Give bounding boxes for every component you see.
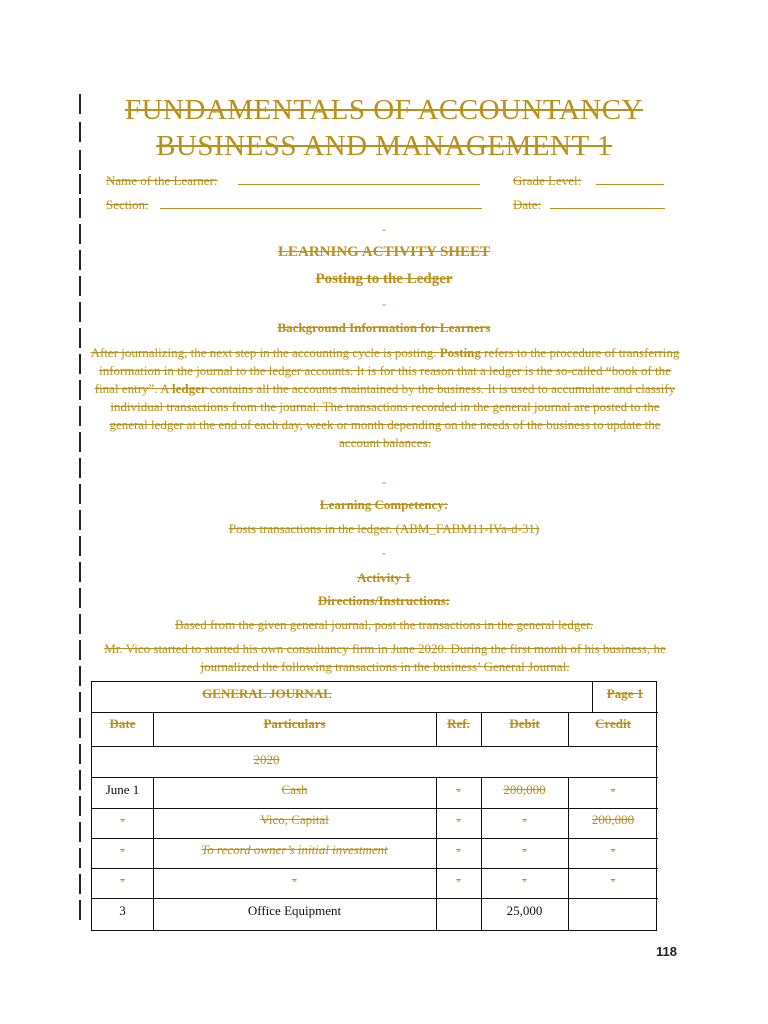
row2-date: -: [120, 812, 125, 827]
header-ref: Ref.: [447, 716, 470, 731]
grade-line[interactable]: [596, 184, 664, 185]
row1-particulars: Cash: [281, 782, 308, 797]
topic-title: Posting to the Ledger: [315, 271, 453, 287]
name-field: [106, 173, 218, 189]
header-credit: Credit: [595, 716, 631, 731]
grade-label: Grade Level:: [513, 173, 582, 188]
spacer-dash: -: [381, 545, 387, 560]
row5-debit: 25,000: [506, 903, 543, 918]
row4-particulars: -: [292, 872, 297, 887]
row2-credit: 200,000: [591, 812, 635, 827]
spacer-dash: -: [381, 474, 387, 489]
row5-particulars: Office Equipment: [247, 903, 342, 918]
document-title-line1: FUNDAMENTALS OF ACCOUNTANCY: [124, 94, 643, 126]
grade-field: [513, 173, 581, 189]
directions-text: Based from the given general journal, post the transactions in the general ledger.: [174, 617, 594, 632]
row3-debit: -: [522, 842, 527, 857]
competency-text: Posts transactions in the ledger. (ABM_FABM11-IVa-d-31): [228, 521, 540, 536]
section-label: Section:: [106, 197, 149, 212]
row2-particulars: Vico, Capital: [260, 812, 329, 827]
ledger-term: ledger: [172, 381, 207, 396]
date-line[interactable]: [550, 208, 665, 209]
row2-debit: -: [522, 812, 527, 827]
general-journal-table: [91, 681, 657, 931]
section-field: [106, 197, 149, 213]
journal-title: GENERAL JOURNAL: [202, 686, 332, 701]
sheet-title: LEARNING ACTIVITY SHEET: [278, 244, 490, 260]
competency-heading: Learning Competency:: [319, 497, 449, 512]
scenario-text: Mr. Vico started to started his own consultancy firm in June 2020. During the first month of his business, he journalized the following transactions in the business’ General Journal.: [104, 641, 666, 674]
spacer-dash: -: [381, 296, 387, 311]
name-line[interactable]: [238, 184, 480, 185]
row5-date: 3: [119, 903, 126, 918]
row4-date: -: [120, 872, 125, 887]
row4-credit: -: [610, 872, 616, 887]
date-label: Date:: [513, 197, 542, 212]
background-heading: Background Information for Learners: [277, 320, 491, 335]
header-date: Date: [109, 716, 136, 731]
row1-debit: 200,000: [503, 782, 546, 797]
journal-year: 2020: [253, 752, 280, 767]
row1-date: June 1: [105, 782, 140, 797]
row1-credit: -: [610, 782, 616, 797]
header-debit: Debit: [509, 716, 540, 731]
spacer-dash: -: [381, 221, 387, 236]
row4-ref: -: [456, 872, 461, 887]
header-particulars: Particulars: [263, 716, 326, 731]
date-field: [513, 197, 541, 213]
section-line[interactable]: [160, 208, 482, 209]
journal-page: Page 1: [606, 686, 644, 701]
page-number: 118: [656, 944, 677, 959]
directions-heading: Directions/Instructions:: [318, 593, 450, 608]
row3-particulars: To record owner’s initial investment: [201, 842, 388, 857]
document-title-line2: BUSINESS AND MANAGEMENT 1: [156, 130, 612, 162]
row3-ref: -: [456, 842, 461, 857]
row2-ref: -: [456, 812, 461, 827]
activity-heading: Activity 1: [357, 570, 411, 585]
row4-debit: -: [522, 872, 527, 887]
posting-term: Posting: [439, 345, 481, 360]
row3-credit: -: [610, 842, 616, 857]
revision-change-bars: [79, 94, 82, 916]
background-paragraph: After journalizing, the next step in the accounting cycle is posting. Posting refers to the procedure of transferring information in the journal to the ledger accounts. It is for this reason that a ledger is the so-called “book of the final entry”. A ledger contains all the accounts maintained by the business. It is used to accumulate and classify individual transactions from the journal. The transactions recorded in the general journal are posted to the general ledger at the end of each day, week or month depending on the needs of the business to update the account balances.: [90, 345, 680, 450]
row1-ref: -: [456, 782, 461, 797]
name-label: Name of the Learner:: [106, 173, 218, 188]
row3-date: -: [120, 842, 125, 857]
